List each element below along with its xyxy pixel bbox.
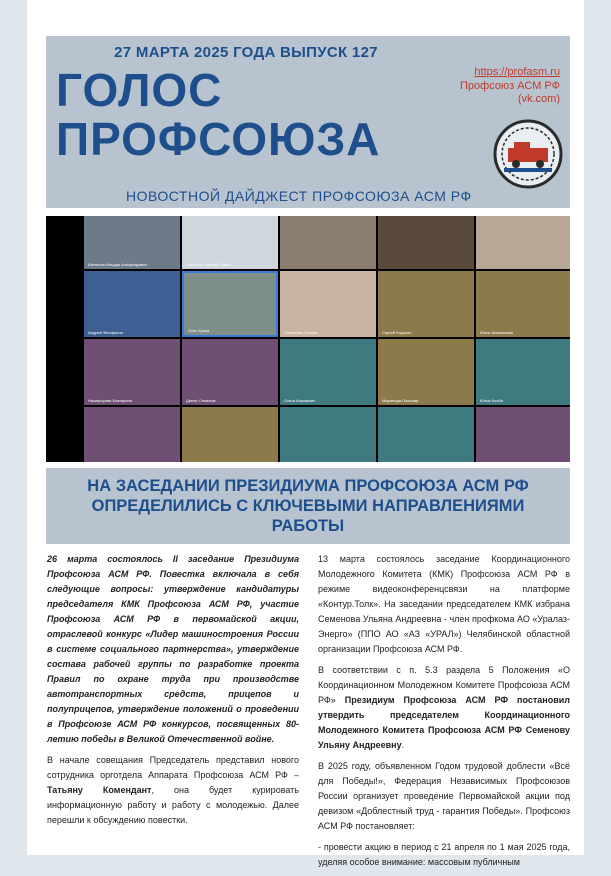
article-right-column — [318, 552, 570, 876]
union-logo-icon — [492, 118, 564, 190]
video-tile: Симонова Ульяна — [280, 271, 376, 337]
video-tile — [182, 407, 278, 462]
title-line-1: ГОЛОС — [56, 64, 223, 116]
video-tile: Шелепов Ильдар Альфредович — [84, 216, 180, 269]
issue-date: 27 МАРТА 2025 ГОДА ВЫПУСК 127 — [114, 44, 378, 61]
video-tile: Андрей Феофилов — [84, 271, 180, 337]
article-paragraph: - провести акцию в период с 21 апреля по 1 мая 2025 года, уделяя особое внимание: массовым публичным — [318, 842, 570, 867]
video-tile: Пустой (Старков) Павел — [182, 216, 278, 269]
video-tile: Юлия Колба — [476, 339, 570, 405]
video-tile — [280, 216, 376, 269]
video-tile: Никифорова Екатерина — [84, 339, 180, 405]
video-tile — [476, 216, 570, 269]
video-tile — [378, 407, 474, 462]
video-tile: Маринида Пласова — [378, 339, 474, 405]
article-paragraph: В 2025 году, объявленном Годом трудовой доблести «Всё для Победы!», Федерация Независимых Профсоюзов России организует проведение Первомайской акции под девизом «Доблестный труд - гарантия Победы». Профсоюз АСМ РФ постановляет: — [318, 761, 570, 831]
video-tile: Сергей Бодягин — [378, 271, 474, 337]
video-tile-active: Олег Кузьм — [182, 271, 278, 337]
video-tile: Юлия Шахматова — [476, 271, 570, 337]
video-conference-photo — [46, 216, 570, 462]
article-paragraph: 13 марта состоялось заседание Координационного Молодежного Комитета (КМК) Профсоюза АСМ РФ в режиме видеоконференцсвязи на платформе «Контур.Толк». На заседании председателем КМК избрана Семенова Ульяна Андреевна - член профкома АО «Уралаз-Энерго» (ППО АО «АЗ «УРАЛ») Челябинской областной организации Профсоюза АСМ РФ. — [318, 554, 570, 654]
article-lead: 26 марта состоялось II заседание Президиума Профсоюза АСМ РФ. Повестка включала в себя следующие вопросы: утверждение кандидатуры председателя КМК Профсоюза АСМ РФ, участие Профсоюза АСМ РФ в первомайской акции, отраслевой конкурс «Лидер машиностроения России в системе социального партнерства», утверждение состава рабочей группы по разработке проекта Правил по охране труда при производстве автотранспортных средств, прицепов и полуприцепов, утверждение положений о проведении в Профсоюзе АСМ РФ конкурсов, посвященных 80-летию победы в Великой Отечественной войне. — [47, 554, 299, 744]
video-tile — [378, 216, 474, 269]
vk-link[interactable]: Профсоюз АСМ РФ (vk.com) — [460, 80, 560, 105]
title-line-2: ПРОФСОЮЗА — [56, 113, 381, 165]
video-tile — [476, 407, 570, 462]
newsletter-header — [46, 36, 570, 208]
article-left-column — [47, 552, 299, 834]
headline-banner — [46, 468, 570, 544]
article-paragraph: В соответствии с п. 5.3 раздела 5 Положения «О Координационном Молодежном Комитете Профсоюза АСМ РФ» Президиум Профсоюза АСМ РФ постановил утвердить председателем Координационного Молодежного Комитета Профсоюза АСМ РФ Семенову Ульяну Андреевну. — [318, 665, 570, 750]
video-tile: Дмитр Семенов — [182, 339, 278, 405]
newsletter-title — [56, 66, 381, 164]
article-paragraph: В начале совещания Председатель представил нового сотрудника орготдела Аппарата Профсоюза АСМ РФ – Татьяну Комендант, она будет курировать информационную работу и работу с молодежью. Далее перешли к обсуждению повестки. — [47, 755, 299, 825]
video-tile: Ольга Кировских — [280, 339, 376, 405]
site-link[interactable]: https://profasm.ru — [474, 66, 560, 78]
article-headline: НА ЗАСЕДАНИИ ПРЕЗИДИУМА ПРОФСОЮЗА АСМ РФ ОПРЕДЕЛИЛИСЬ С КЛЮЧЕВЫМИ НАПРАВЛЕНИЯМИ РАБОТЫ — [87, 477, 529, 535]
video-tile — [84, 407, 180, 462]
newsletter-subtitle: НОВОСТНОЙ ДАЙДЖЕСТ ПРОФСОЮЗА АСМ РФ — [126, 188, 472, 204]
video-tile — [280, 407, 376, 462]
